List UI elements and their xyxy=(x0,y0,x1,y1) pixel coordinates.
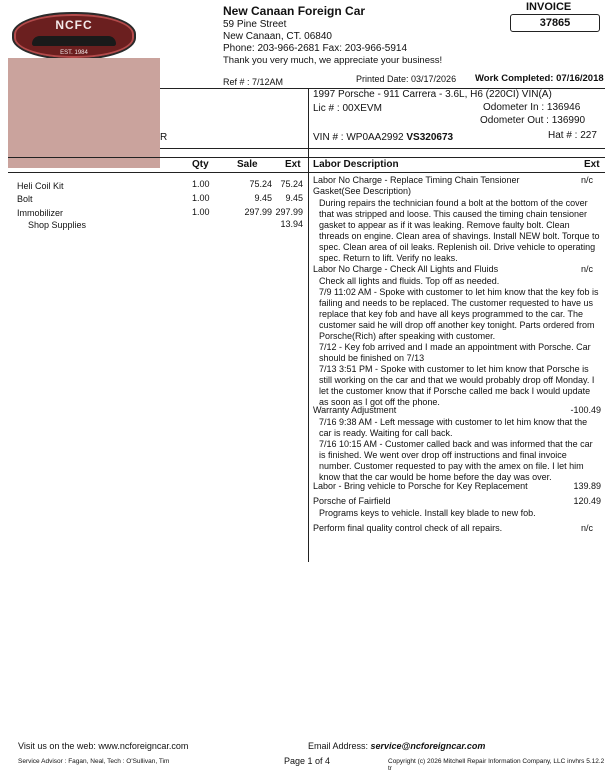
part-sale: 75.24 xyxy=(249,179,272,189)
labor-title: Warranty Adjustment xyxy=(313,405,397,415)
labor-item xyxy=(313,175,601,264)
part-qty: 1.00 xyxy=(192,179,210,189)
labor-item xyxy=(313,264,601,408)
footer-email xyxy=(308,741,485,751)
r-mark: R xyxy=(160,132,168,143)
company-thanks: Thank you very much, we appreciate your business! xyxy=(223,55,443,66)
part-sale: 9.45 xyxy=(254,193,272,203)
vin-prefix: VIN # : WP0AA2992 xyxy=(313,132,407,143)
divider xyxy=(308,88,309,172)
labor-header: Labor Description xyxy=(313,159,399,170)
labor-amount: 120.49 xyxy=(573,496,601,506)
footer-email-label: Email Address: xyxy=(308,741,371,751)
logo-subtext: EST. 1984 xyxy=(60,50,88,56)
divider xyxy=(160,148,605,149)
page-number: Page 1 of 4 xyxy=(284,756,331,766)
part-qty: 1.00 xyxy=(192,193,210,203)
logo-text: NCFC xyxy=(55,18,93,32)
printed-date: Printed Date: 03/17/2026 xyxy=(356,74,457,84)
footer-advisor: Service Advisor : Fagan, Neal, Tech : O'Sullivan, Tim xyxy=(18,758,170,765)
car-icon xyxy=(32,36,116,46)
labor-amount: -100.49 xyxy=(570,405,601,415)
hat-number: Hat # : 227 xyxy=(548,130,597,141)
part-desc: Bolt xyxy=(17,194,33,204)
labor-note: 7/16 10:15 AM - Customer called back and was informed that the car is finished. We went over drop off instructions and final invoice number. Customer requested to pay with the amex on file. I let him know that the car would be home before the day was over. xyxy=(319,439,593,482)
labor-note: Check all lights and fluids. Top off as needed. xyxy=(319,276,500,286)
ext-header: Ext xyxy=(285,159,301,170)
vehicle-description: 1997 Porsche - 911 Carrera - 3.6L, H6 (220CI) VIN(A) xyxy=(313,89,552,100)
part-ext: 75.24 xyxy=(280,179,303,189)
work-completed: Work Completed: 07/16/2018 xyxy=(475,73,604,84)
sale-header: Sale xyxy=(237,159,258,170)
footer-copyright: Copyright (c) 2026 Mitchell Repair Information Company, LLC invhrs 5.12.2 tr xyxy=(388,758,605,772)
ref-number: Ref # : 7/12AM xyxy=(223,77,284,87)
labor-amount: n/c xyxy=(580,175,593,185)
divider xyxy=(8,157,605,158)
labor-item xyxy=(313,481,601,492)
footer-website: Visit us on the web: www.ncforeigncar.com xyxy=(18,741,189,751)
company-phone: Phone: 203-966-2681 Fax: 203-966-5914 xyxy=(223,43,408,54)
labor-title: Porsche of Fairfield xyxy=(313,496,391,506)
labor-title: Perform final quality control check of all repairs. xyxy=(313,523,503,533)
labor-title: Labor No Charge - Check All Lights and Fluids xyxy=(313,264,499,274)
odometer-out: Odometer Out : 136990 xyxy=(480,115,586,126)
labor-amount: n/c xyxy=(580,264,593,274)
part-ext: 297.99 xyxy=(275,207,303,217)
invoice-label: INVOICE xyxy=(526,1,572,13)
labor-note: 7/9 11:02 AM - Spoke with customer to let him know that the key fob is failing and needs to be replaced. The customer requested to have us replace that key fob and have all keys programmed to the car. The customer said he will drop off another key tonight. Parts ordered from Porsche(Rich) after speaking with customer. xyxy=(319,287,599,341)
company-name: New Canaan Foreign Car xyxy=(223,4,366,18)
license-plate: Lic # : 00XEVM xyxy=(313,103,382,114)
labor-title: Labor - Bring vehicle to Porsche for Key Replacement xyxy=(313,481,528,491)
vin-suffix: VS320673 xyxy=(406,132,454,143)
labor-amount: n/c xyxy=(580,523,593,533)
labor-note: 7/12 - Key fob arrived and I made an appointment with Porsche. Car should be finished on 7/13 xyxy=(319,342,591,363)
part-desc: Heli Coil Kit xyxy=(17,181,64,191)
part-sale: 297.99 xyxy=(244,207,272,217)
company-city: New Canaan, CT. 06840 xyxy=(223,31,332,42)
divider xyxy=(8,172,605,173)
labor-ext-header: Ext xyxy=(584,159,600,170)
labor-note: 7/16 9:38 AM - Left message with customer to let him know that the car is ready. Waiting for call back. xyxy=(319,417,588,438)
part-ext: 13.94 xyxy=(280,219,303,229)
footer-email-address: service@ncforeigncar.com xyxy=(370,741,486,751)
labor-item xyxy=(313,496,601,519)
labor-amount: 139.89 xyxy=(573,481,601,491)
labor-note: 7/13 3:51 PM - Spoke with customer to let him know that Porsche is still working on the car and that we would probably drop off Monday. I let the customer know that if Porsche called me back I would update as soon as I got off the phone. xyxy=(319,364,595,407)
divider xyxy=(308,172,309,562)
labor-item xyxy=(313,405,601,483)
part-qty: 1.00 xyxy=(192,207,210,217)
labor-note: Programs keys to vehicle. Install key blade to new fob. xyxy=(319,508,536,518)
company-street: 59 Pine Street xyxy=(223,19,287,30)
part-desc: Immobilizer xyxy=(17,208,64,218)
part-desc: Shop Supplies xyxy=(28,220,87,230)
labor-title: Labor No Charge - Replace Timing Chain Tensioner Gasket(See Description) xyxy=(313,175,520,196)
labor-note: During repairs the technician found a bolt at the bottom of the cover that was stripped and loose. This caused the timing chain tensioner gasket to appear as if it was leaking. Remove faulty bolt. Clean threads on engine. Clean area of shavings. Install NEW bolt. Torque to spec. Clean area of oil leaks. Replenish oil. Drive vehicle to operating spec. Return to lift. Verify no leaks. xyxy=(319,198,600,263)
qty-header: Qty xyxy=(192,159,209,170)
vin xyxy=(313,132,453,143)
customer-redaction xyxy=(8,58,160,168)
part-ext: 9.45 xyxy=(285,193,303,203)
company-logo xyxy=(12,12,136,60)
invoice-number: 37865 xyxy=(510,14,600,32)
labor-item xyxy=(313,523,601,534)
odometer-in: Odometer In : 136946 xyxy=(483,102,581,113)
